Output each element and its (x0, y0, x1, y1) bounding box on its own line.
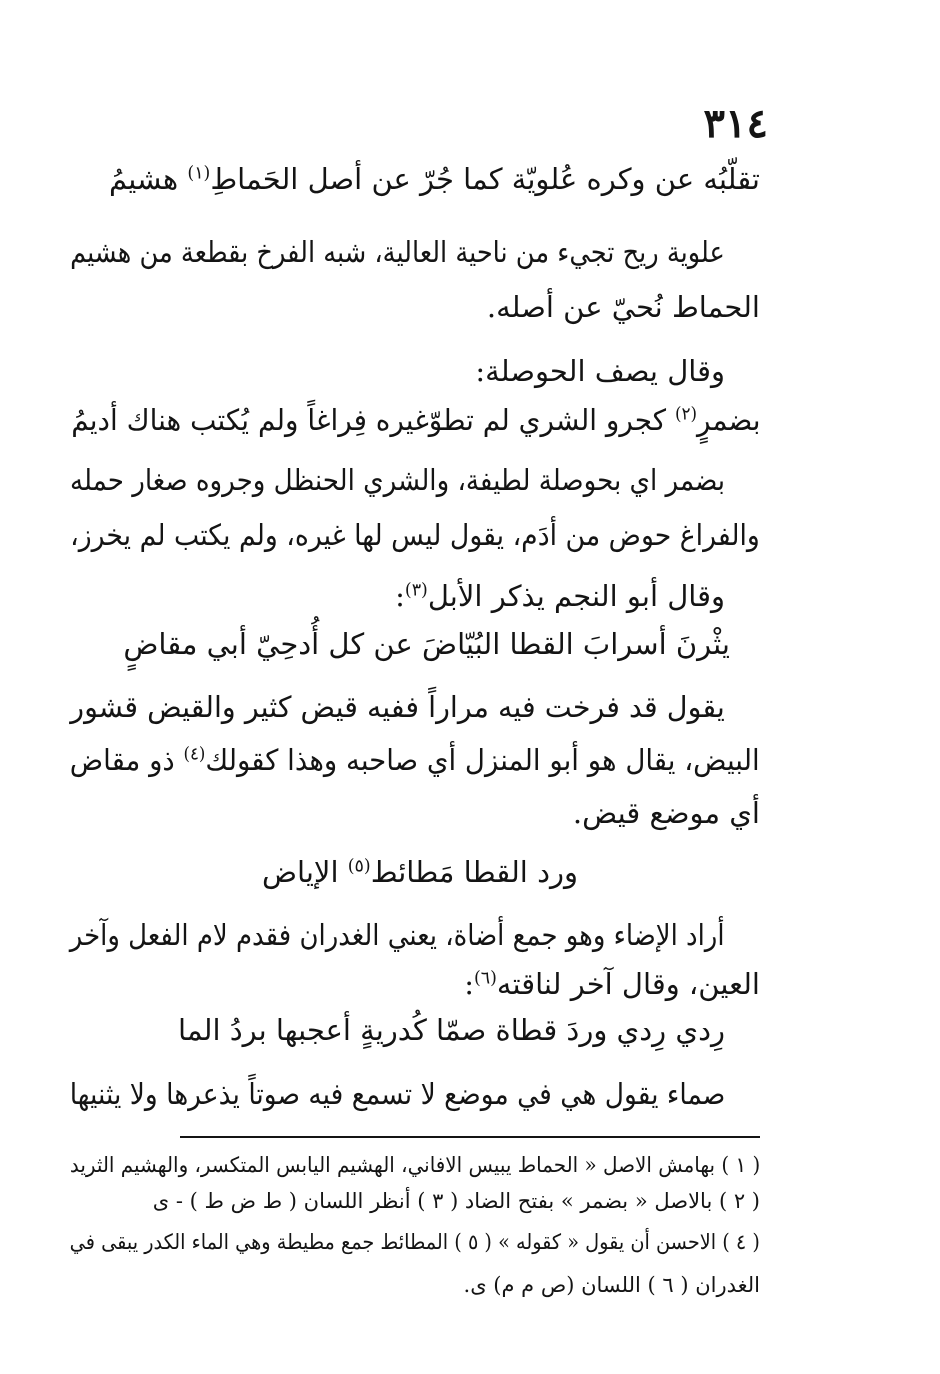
verse-line: ورد القطا مَطائط$^{(٥)}$ الإياض (261, 855, 578, 889)
text-line: أراد الإضاء وهو جمع أضاة، يعني الغدران فقدم لام الفعل وآخر (70, 918, 725, 952)
footnote-separator (180, 1136, 760, 1138)
text-line: البيض، يقال هو أبو المنزل أي صاحبه وهذا كقولك$^{(٤)}$ ذو مقاض (70, 743, 761, 777)
footnote-ref: (٤) (183, 744, 206, 765)
verse-line: تقلّبُه عن وكره عُلويّة كما جُرّ عن أصل الحَماطِ$^{(١)}$ هشيمُ (108, 162, 760, 196)
footnote: ( ١ ) بهامش الاصل « الحماط يبيس الافاني، الهشيم اليابس المتكسر، والهشيم الثريد (69, 1153, 760, 1177)
footnote: ( ٤ ) الاحسن أن يقول « كقوله » ( ٥ ) المطائط جمع مطيطة وهي الماء الكدر يبقى في (69, 1230, 760, 1254)
text-line: وقال يصف الحوصلة: (475, 354, 725, 388)
footnote: ( ٢ ) بالاصل « بضمر » بفتح الضاد ( ٣ ) أنظر اللسان ( ط ض ط ) - ى (152, 1189, 760, 1213)
footnote-ref: (٦) (473, 968, 497, 989)
text-line: يقول قد فرخت فيه مراراً ففيه قيض كثير والقيض قشور (70, 690, 725, 724)
text-line: علوية ريح تجيء من ناحية العالية، شبه الفرخ بقطعة من هشيم (70, 235, 725, 269)
verse-line: بضمرٍ$^{(٢)}$ كجرو الشري لم تطوّغيره فِراغاً ولم يُكتب هناك أديمُ (70, 403, 760, 437)
text-line: العين، وقال آخر لناقته$^{(٦)}$: (464, 967, 760, 1001)
verse-line: يثْرنَ أسرابَ القطا البُيّاضَ عن كل أُدحِيّ أبي مقاضٍ (123, 627, 730, 661)
verse-line: رِدي رِدي وردَ قطاة صمّا كُدريةٍ أعجبها بردُ الما (178, 1013, 725, 1047)
text-line: والفراغ حوض من أدَم، يقول ليس لها غيره، ولم يكتب لم يخرز، (70, 518, 760, 552)
footnote-ref: (١) (187, 163, 211, 184)
text-line: أي موضع قيض. (572, 796, 760, 830)
text-line: الحماط نُحيّ عن أصله. (486, 290, 760, 324)
footnote-ref: (٢) (674, 404, 697, 425)
footnote-ref: (٥) (347, 856, 371, 877)
footnote: الغدران ( ٦ ) اللسان (ص م م) ى. (463, 1273, 760, 1297)
text-line: وقال أبو النجم يذكر الأبل$^{(٣)}$: (395, 579, 725, 613)
page-number: ٣١٤ (703, 100, 768, 147)
text-line: بضمر اي بحوصلة لطيفة، والشري الحنظل وجروه صغار حمله (69, 463, 725, 497)
text-line: صماء يقول هي في موضع لا تسمع فيه صوتاً يذعرها ولا يثنيها (69, 1077, 725, 1111)
footnote-ref: (٣) (404, 580, 428, 601)
